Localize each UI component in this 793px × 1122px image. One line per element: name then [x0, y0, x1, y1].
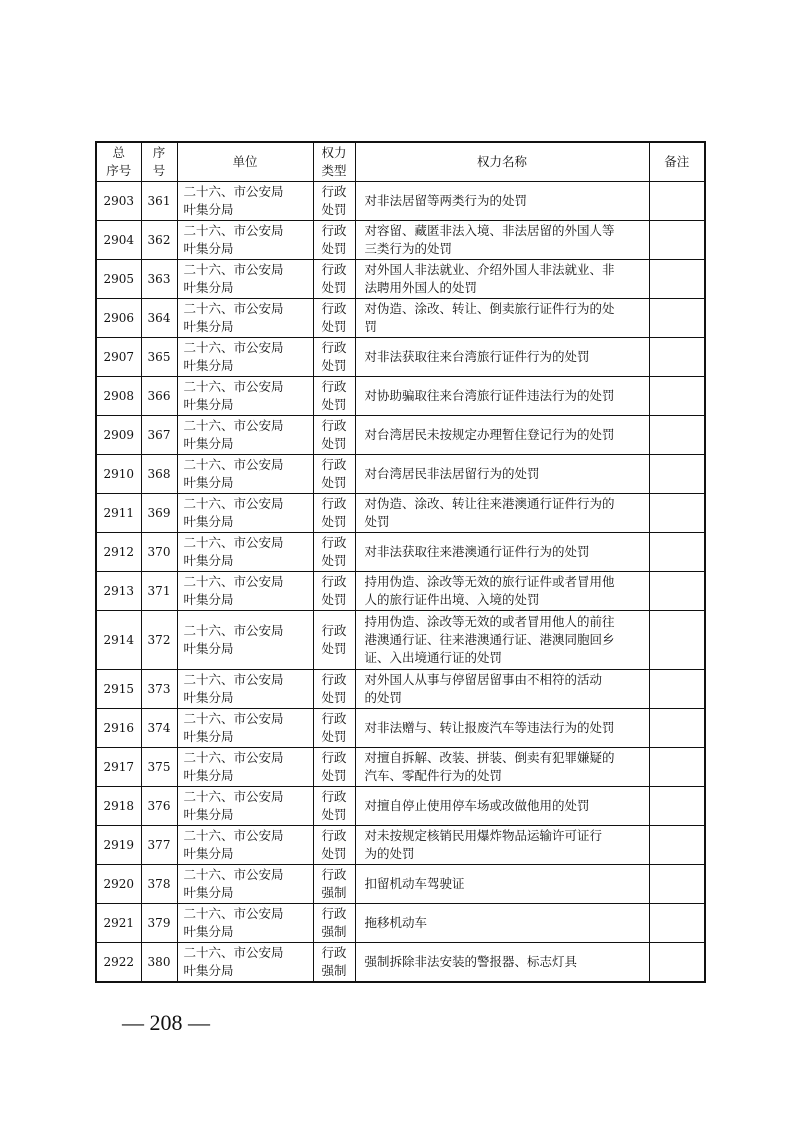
seq-no-cell: 375	[141, 748, 177, 787]
header-total-no: 总 序号	[96, 142, 141, 182]
power-type-cell	[313, 221, 355, 260]
unit-line: 叶集分局	[183, 963, 234, 978]
power-name-cell	[355, 494, 649, 533]
seq-no-cell: 362	[141, 221, 177, 260]
unit-line: 叶集分局	[183, 397, 234, 412]
unit-cell	[177, 377, 313, 416]
power-name-cell	[355, 455, 649, 494]
header-seq-no: 序 号	[141, 142, 177, 182]
unit-line: 叶集分局	[183, 241, 234, 256]
table-row	[96, 865, 705, 904]
seq-no-cell: 365	[141, 338, 177, 377]
remark-cell	[649, 670, 705, 709]
power-type-cell	[313, 377, 355, 416]
type-line: 行政	[321, 418, 347, 433]
name-line: 人的旅行证件出境、入境的处罚	[364, 592, 540, 607]
unit-line: 二十六、市公安局	[183, 711, 284, 726]
unit-line: 叶集分局	[183, 807, 234, 822]
unit-line: 叶集分局	[183, 729, 234, 744]
table-row	[96, 299, 705, 338]
power-type-cell	[313, 611, 355, 670]
table-row	[96, 670, 705, 709]
power-name-cell	[355, 748, 649, 787]
type-line: 处罚	[321, 436, 347, 451]
remark-cell	[649, 787, 705, 826]
seq-no-cell: 377	[141, 826, 177, 865]
header-power-name: 权力名称	[355, 142, 649, 182]
unit-cell	[177, 455, 313, 494]
unit-line: 二十六、市公安局	[183, 301, 284, 316]
seq-no-cell: 366	[141, 377, 177, 416]
name-line: 汽车、零配件行为的处罚	[364, 768, 503, 783]
unit-line: 二十六、市公安局	[183, 262, 284, 277]
remark-cell	[649, 709, 705, 748]
table-row	[96, 455, 705, 494]
name-line: 处罚	[364, 514, 390, 529]
type-line: 行政	[321, 223, 347, 238]
power-name-cell	[355, 787, 649, 826]
name-line: 的处罚	[364, 690, 403, 705]
power-name-cell	[355, 572, 649, 611]
unit-line: 叶集分局	[183, 553, 234, 568]
power-type-cell	[313, 826, 355, 865]
power-name-cell	[355, 299, 649, 338]
type-line: 行政	[321, 623, 347, 638]
unit-line: 二十六、市公安局	[183, 945, 284, 960]
page-number: — 208 —	[122, 1010, 210, 1035]
remark-cell	[649, 260, 705, 299]
name-line: 对外国人从事与停留居留事由不相符的活动	[364, 672, 603, 687]
power-name-cell	[355, 826, 649, 865]
power-type-cell	[313, 709, 355, 748]
unit-line: 二十六、市公安局	[183, 750, 284, 765]
power-type-cell	[313, 670, 355, 709]
unit-line: 二十六、市公安局	[183, 340, 284, 355]
type-line: 行政	[321, 750, 347, 765]
power-type-cell	[313, 260, 355, 299]
unit-cell	[177, 533, 313, 572]
power-name-cell	[355, 611, 649, 670]
unit-cell	[177, 299, 313, 338]
total-no-cell: 2911	[96, 494, 141, 533]
table-row	[96, 494, 705, 533]
power-type-cell	[313, 338, 355, 377]
remark-cell	[649, 943, 705, 983]
type-line: 处罚	[321, 475, 347, 490]
power-name-cell	[355, 260, 649, 299]
power-type-cell	[313, 494, 355, 533]
unit-cell	[177, 260, 313, 299]
power-type-cell	[313, 416, 355, 455]
table-row	[96, 611, 705, 670]
unit-line: 叶集分局	[183, 768, 234, 783]
power-type-cell	[313, 943, 355, 983]
type-line: 处罚	[321, 641, 347, 656]
type-line: 强制	[321, 963, 347, 978]
unit-line: 叶集分局	[183, 436, 234, 451]
total-no-cell: 2903	[96, 182, 141, 221]
seq-no-cell: 379	[141, 904, 177, 943]
total-no-cell: 2904	[96, 221, 141, 260]
type-line: 处罚	[321, 280, 347, 295]
unit-line: 二十六、市公安局	[183, 535, 284, 550]
power-name-cell	[355, 338, 649, 377]
total-no-cell: 2922	[96, 943, 141, 983]
total-no-cell: 2920	[96, 865, 141, 904]
seq-no-cell: 376	[141, 787, 177, 826]
unit-line: 二十六、市公安局	[183, 623, 284, 638]
header-power-type: 权力 类型	[313, 142, 355, 182]
type-line: 强制	[321, 924, 347, 939]
name-line: 对擅自拆解、改装、拼装、倒卖有犯罪嫌疑的	[364, 750, 615, 765]
total-no-cell: 2919	[96, 826, 141, 865]
seq-no-cell: 363	[141, 260, 177, 299]
type-line: 处罚	[321, 514, 347, 529]
unit-cell	[177, 416, 313, 455]
remark-cell	[649, 494, 705, 533]
type-line: 行政	[321, 945, 347, 960]
type-line: 处罚	[321, 202, 347, 217]
total-no-cell: 2905	[96, 260, 141, 299]
power-type-cell	[313, 455, 355, 494]
total-no-cell: 2909	[96, 416, 141, 455]
type-line: 行政	[321, 457, 347, 472]
type-line: 行政	[321, 672, 347, 687]
header-unit: 单位	[177, 142, 313, 182]
remark-cell	[649, 338, 705, 377]
seq-no-cell: 371	[141, 572, 177, 611]
table-row	[96, 377, 705, 416]
total-no-cell: 2918	[96, 787, 141, 826]
unit-line: 叶集分局	[183, 846, 234, 861]
remark-cell	[649, 221, 705, 260]
unit-cell	[177, 670, 313, 709]
unit-line: 叶集分局	[183, 514, 234, 529]
type-line: 行政	[321, 379, 347, 394]
name-line: 对非法获取往来台湾旅行证件行为的处罚	[364, 349, 590, 364]
remark-cell	[649, 748, 705, 787]
unit-line: 二十六、市公安局	[183, 574, 284, 589]
unit-line: 二十六、市公安局	[183, 789, 284, 804]
total-no-cell: 2921	[96, 904, 141, 943]
power-type-cell	[313, 865, 355, 904]
name-line: 法聘用外国人的处罚	[364, 280, 478, 295]
table-row	[96, 904, 705, 943]
unit-cell	[177, 338, 313, 377]
table-row	[96, 260, 705, 299]
power-name-cell	[355, 182, 649, 221]
type-line: 行政	[321, 262, 347, 277]
type-line: 处罚	[321, 319, 347, 334]
name-line: 对伪造、涂改、转让、倒卖旅行证件行为的处	[364, 301, 615, 316]
unit-line: 叶集分局	[183, 592, 234, 607]
remark-cell	[649, 865, 705, 904]
name-line: 对容留、藏匿非法入境、非法居留的外国人等	[364, 223, 615, 238]
total-no-cell: 2908	[96, 377, 141, 416]
type-line: 强制	[321, 885, 347, 900]
name-line: 对非法赠与、转让报废汽车等违法行为的处罚	[364, 720, 615, 735]
unit-line: 二十六、市公安局	[183, 496, 284, 511]
type-line: 行政	[321, 867, 347, 882]
power-name-cell	[355, 865, 649, 904]
unit-cell	[177, 748, 313, 787]
seq-no-cell: 370	[141, 533, 177, 572]
unit-line: 二十六、市公安局	[183, 457, 284, 472]
table-row	[96, 338, 705, 377]
table-row	[96, 533, 705, 572]
type-line: 行政	[321, 906, 347, 921]
type-line: 行政	[321, 301, 347, 316]
power-name-cell	[355, 670, 649, 709]
total-no-cell: 2913	[96, 572, 141, 611]
type-line: 行政	[321, 340, 347, 355]
power-name-cell	[355, 533, 649, 572]
name-line: 持用伪造、涂改等无效的或者冒用他人的前往	[364, 614, 615, 629]
type-line: 行政	[321, 535, 347, 550]
total-no-cell: 2907	[96, 338, 141, 377]
table-row	[96, 572, 705, 611]
remark-cell	[649, 416, 705, 455]
seq-no-cell: 364	[141, 299, 177, 338]
power-name-cell	[355, 416, 649, 455]
remark-cell	[649, 904, 705, 943]
power-name-cell	[355, 377, 649, 416]
name-line: 三类行为的处罚	[364, 241, 453, 256]
unit-line: 叶集分局	[183, 319, 234, 334]
name-line: 强制拆除非法安装的警报器、标志灯具	[364, 954, 578, 969]
name-line: 对伪造、涂改、转让往来港澳通行证件行为的	[364, 496, 615, 511]
table-row	[96, 748, 705, 787]
power-type-cell	[313, 533, 355, 572]
name-line: 为的处罚	[364, 846, 415, 861]
header-row	[96, 142, 705, 182]
seq-no-cell: 368	[141, 455, 177, 494]
unit-line: 叶集分局	[183, 924, 234, 939]
name-line: 对非法获取往来港澳通行证件行为的处罚	[364, 544, 590, 559]
unit-cell	[177, 865, 313, 904]
type-line: 处罚	[321, 592, 347, 607]
power-name-cell	[355, 904, 649, 943]
remark-cell	[649, 455, 705, 494]
name-line: 对外国人非法就业、介绍外国人非法就业、非	[364, 262, 615, 277]
unit-cell	[177, 572, 313, 611]
unit-line: 叶集分局	[183, 690, 234, 705]
table-row	[96, 221, 705, 260]
unit-cell	[177, 826, 313, 865]
seq-no-cell: 378	[141, 865, 177, 904]
table-row	[96, 826, 705, 865]
power-type-cell	[313, 572, 355, 611]
total-no-cell: 2914	[96, 611, 141, 670]
type-line: 处罚	[321, 768, 347, 783]
seq-no-cell: 374	[141, 709, 177, 748]
type-line: 处罚	[321, 846, 347, 861]
remark-cell	[649, 182, 705, 221]
name-line: 扣留机动车驾驶证	[364, 876, 465, 891]
unit-line: 叶集分局	[183, 280, 234, 295]
power-type-cell	[313, 182, 355, 221]
unit-line: 二十六、市公安局	[183, 418, 284, 433]
unit-line: 二十六、市公安局	[183, 867, 284, 882]
table-row	[96, 416, 705, 455]
unit-cell	[177, 787, 313, 826]
type-line: 行政	[321, 184, 347, 199]
type-line: 行政	[321, 496, 347, 511]
seq-no-cell: 373	[141, 670, 177, 709]
unit-cell	[177, 611, 313, 670]
unit-line: 二十六、市公安局	[183, 672, 284, 687]
name-line: 对非法居留等两类行为的处罚	[364, 193, 528, 208]
power-name-cell	[355, 709, 649, 748]
power-name-cell	[355, 221, 649, 260]
seq-no-cell: 369	[141, 494, 177, 533]
type-line: 处罚	[321, 690, 347, 705]
table-row	[96, 787, 705, 826]
type-line: 处罚	[321, 241, 347, 256]
type-line: 处罚	[321, 397, 347, 412]
type-line: 行政	[321, 711, 347, 726]
unit-line: 二十六、市公安局	[183, 223, 284, 238]
power-name-cell	[355, 943, 649, 983]
remark-cell	[649, 377, 705, 416]
type-line: 行政	[321, 828, 347, 843]
total-no-cell: 2906	[96, 299, 141, 338]
seq-no-cell: 367	[141, 416, 177, 455]
name-line: 对擅自停止使用停车场或改做他用的处罚	[364, 798, 590, 813]
type-line: 处罚	[321, 358, 347, 373]
table-row	[96, 709, 705, 748]
unit-line: 叶集分局	[183, 885, 234, 900]
unit-cell	[177, 494, 313, 533]
unit-cell	[177, 221, 313, 260]
table-row	[96, 182, 705, 221]
unit-line: 二十六、市公安局	[183, 906, 284, 921]
unit-line: 叶集分局	[183, 641, 234, 656]
seq-no-cell: 361	[141, 182, 177, 221]
type-line: 行政	[321, 574, 347, 589]
unit-line: 叶集分局	[183, 475, 234, 490]
name-line: 拖移机动车	[364, 915, 428, 930]
type-line: 处罚	[321, 807, 347, 822]
unit-cell	[177, 709, 313, 748]
total-no-cell: 2915	[96, 670, 141, 709]
type-line: 处罚	[321, 729, 347, 744]
unit-line: 叶集分局	[183, 202, 234, 217]
name-line: 对台湾居民未按规定办理暂住登记行为的处罚	[364, 427, 615, 442]
total-no-cell: 2917	[96, 748, 141, 787]
name-line: 对台湾居民非法居留行为的处罚	[364, 466, 540, 481]
total-no-cell: 2910	[96, 455, 141, 494]
name-line: 持用伪造、涂改等无效的旅行证件或者冒用他	[364, 574, 615, 589]
power-type-cell	[313, 904, 355, 943]
remark-cell	[649, 533, 705, 572]
name-line: 对未按规定核销民用爆炸物品运输许可证行	[364, 828, 603, 843]
remark-cell	[649, 299, 705, 338]
remark-cell	[649, 826, 705, 865]
total-no-cell: 2916	[96, 709, 141, 748]
seq-no-cell: 380	[141, 943, 177, 983]
seq-no-cell: 372	[141, 611, 177, 670]
unit-cell	[177, 904, 313, 943]
unit-cell	[177, 182, 313, 221]
unit-line: 二十六、市公安局	[183, 184, 284, 199]
name-line: 证、入出境通行证的处罚	[364, 650, 503, 665]
table-row	[96, 943, 705, 983]
remark-cell	[649, 572, 705, 611]
name-line: 对协助骗取往来台湾旅行证件违法行为的处罚	[364, 388, 615, 403]
power-type-cell	[313, 748, 355, 787]
unit-line: 二十六、市公安局	[183, 379, 284, 394]
total-no-cell: 2912	[96, 533, 141, 572]
unit-line: 叶集分局	[183, 358, 234, 373]
remark-cell	[649, 611, 705, 670]
name-line: 港澳通行证、往来港澳通行证、港澳同胞回乡	[364, 632, 615, 647]
unit-line: 二十六、市公安局	[183, 828, 284, 843]
type-line: 行政	[321, 789, 347, 804]
header-remarks: 备注	[649, 142, 705, 182]
type-line: 处罚	[321, 553, 347, 568]
name-line: 罚	[364, 319, 378, 334]
unit-cell	[177, 943, 313, 983]
power-list-table	[95, 141, 706, 983]
power-type-cell	[313, 787, 355, 826]
power-type-cell	[313, 299, 355, 338]
